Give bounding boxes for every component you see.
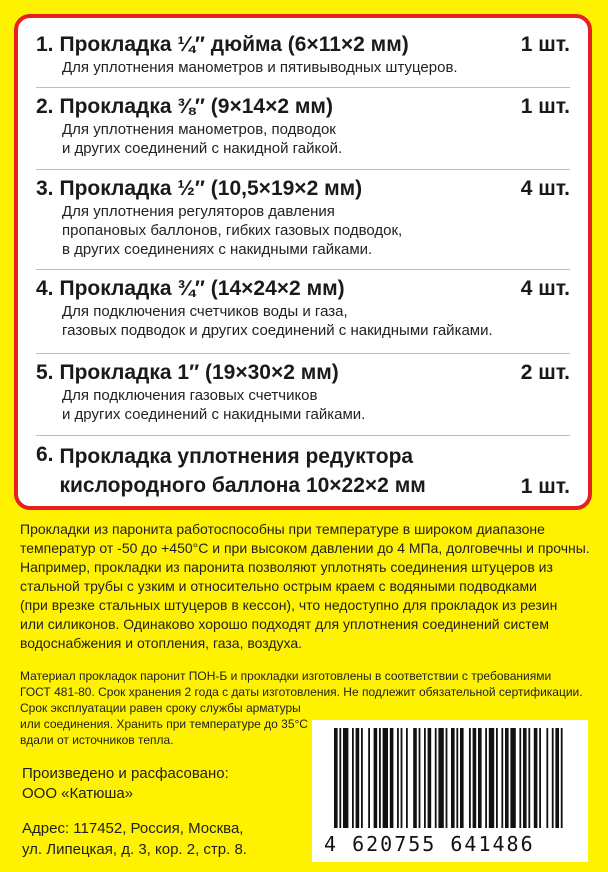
item-description: Для подключения газовых счетчиков и других соединений с накидными гайками. xyxy=(62,387,366,423)
barcode-bar xyxy=(505,728,509,828)
barcode-bar xyxy=(561,728,563,828)
item-quantity: 4 шт. xyxy=(520,277,570,300)
item-title: Прокладка ¼″ дюйма (6×11×2 мм) xyxy=(59,33,409,56)
item-description: Для подключения счетчиков воды и газа, газовых подводок и других соединений с накидными гайками. xyxy=(62,303,493,339)
barcode-bar xyxy=(478,728,482,828)
barcode-bar xyxy=(424,728,426,828)
item-number: 1. xyxy=(36,33,54,56)
item-title: Прокладка уплотнения редуктора кислородного баллона 10×22×2 мм xyxy=(59,445,426,497)
item-quantity: 1 шт. xyxy=(520,33,570,56)
barcode-bar xyxy=(501,728,503,828)
barcode-bar xyxy=(552,728,554,828)
item-number: 2. xyxy=(36,95,54,118)
material-note: Материал прокладок паронит ПОН-Б и прокладки изготовлены в соответствии с требованиями ГОСТ 481-80. Срок хранения 2 года с даты изготовления. Не подлежит обязательной сертификации. Срок эксплуатации равен сроку службы арматуры или соединения. Хранить при температуре до 35°С вдали от источников тепла. xyxy=(20,669,583,747)
barcode-bar xyxy=(438,728,443,828)
barcode-bar xyxy=(352,728,354,828)
barcode-bar xyxy=(379,728,381,828)
gasket-item-2 xyxy=(36,88,570,170)
barcode-bar xyxy=(510,728,515,828)
barcode-bar xyxy=(523,728,527,828)
barcode-bar xyxy=(356,728,360,828)
barcode-bar xyxy=(435,728,437,828)
item-title: Прокладка ⅜″ (9×14×2 мм) xyxy=(59,95,333,118)
barcode-bar xyxy=(383,728,388,828)
barcode-bar xyxy=(343,728,348,828)
barcode-bar xyxy=(489,728,494,828)
barcode-bar xyxy=(339,728,341,828)
item-description: Для уплотнения регуляторов давления пропановых баллонов, гибких газовых подводок, в других соединениях с накидными гайками. xyxy=(62,203,403,258)
barcode-bar xyxy=(361,728,363,828)
item-title: Прокладка 1″ (19×30×2 мм) xyxy=(59,361,339,384)
barcode-bar xyxy=(401,728,403,828)
item-title: Прокладка ¾″ (14×24×2 мм) xyxy=(59,277,345,300)
gasket-item-4 xyxy=(36,270,570,354)
barcode-bar xyxy=(428,728,432,828)
paronite-info-text: Прокладки из паронита работоспособны при температуре в широком диапазоне температур от -50 до +450°С и при высоком давлении до 4 МПа, долговечны и прочны. Например, прокладки из паронита позволяют уплотнять соединения штуцеров из стальной трубы с узким и относительно острым краем с водяными подводками (при врезке стальных штуцеров в кессон), что недоступно для прокладок из резин или силиконов. Одинаково хорошо подходят для уплотнения соединений систем водоснабжения и отопления, газа, воздуха. xyxy=(20,521,590,651)
barcode-bar xyxy=(539,728,541,828)
gasket-item-5 xyxy=(36,354,570,436)
barcode-bar xyxy=(534,728,538,828)
item-number: 6. xyxy=(36,443,54,466)
item-quantity: 1 шт. xyxy=(520,475,570,498)
item-description: Для уплотнения манометров и пятивыводных штуцеров. xyxy=(62,59,458,76)
item-description: Для уплотнения манометров, подводок и других соединений с накидной гайкой. xyxy=(62,121,343,157)
barcode-bar xyxy=(528,728,530,828)
barcode-digits: 4 620755 641486 xyxy=(324,832,535,856)
gasket-list-card xyxy=(14,14,592,510)
barcode-bar xyxy=(546,728,548,828)
barcode-bar xyxy=(519,728,521,828)
barcode-bar xyxy=(460,728,464,828)
gasket-item-1 xyxy=(36,26,570,88)
barcode-bar xyxy=(456,728,458,828)
item-title: Прокладка ½″ (10,5×19×2 мм) xyxy=(59,177,363,200)
barcode-bar xyxy=(555,728,559,828)
item-quantity: 4 шт. xyxy=(520,177,570,200)
barcode-bar xyxy=(451,728,455,828)
barcode-bar xyxy=(485,728,487,828)
barcode-bar xyxy=(496,728,498,828)
item-number: 5. xyxy=(36,361,54,384)
barcode-bar xyxy=(446,728,448,828)
item-number: 4. xyxy=(36,277,54,300)
producer-info: Произведено и расфасовано: ООО «Катюша» xyxy=(22,765,229,802)
barcode-bar xyxy=(397,728,399,828)
item-quantity: 1 шт. xyxy=(520,95,570,118)
barcode-bar xyxy=(419,728,421,828)
barcode-bar xyxy=(368,728,370,828)
barcode-bar xyxy=(473,728,477,828)
barcode-bar xyxy=(413,728,417,828)
barcode-bar xyxy=(406,728,408,828)
barcode xyxy=(312,720,588,862)
barcode-bar xyxy=(334,728,338,828)
barcode-bars xyxy=(334,728,566,828)
address-info: Адрес: 117452, Россия, Москва, ул. Липецкая, д. 3, кор. 2, стр. 8. xyxy=(22,820,247,858)
barcode-bar xyxy=(469,728,471,828)
item-number: 3. xyxy=(36,177,54,200)
gasket-item-3 xyxy=(36,170,570,270)
item-quantity: 2 шт. xyxy=(520,361,570,384)
gasket-item-6 xyxy=(36,436,570,502)
barcode-bar xyxy=(374,728,378,828)
barcode-bar xyxy=(390,728,394,828)
